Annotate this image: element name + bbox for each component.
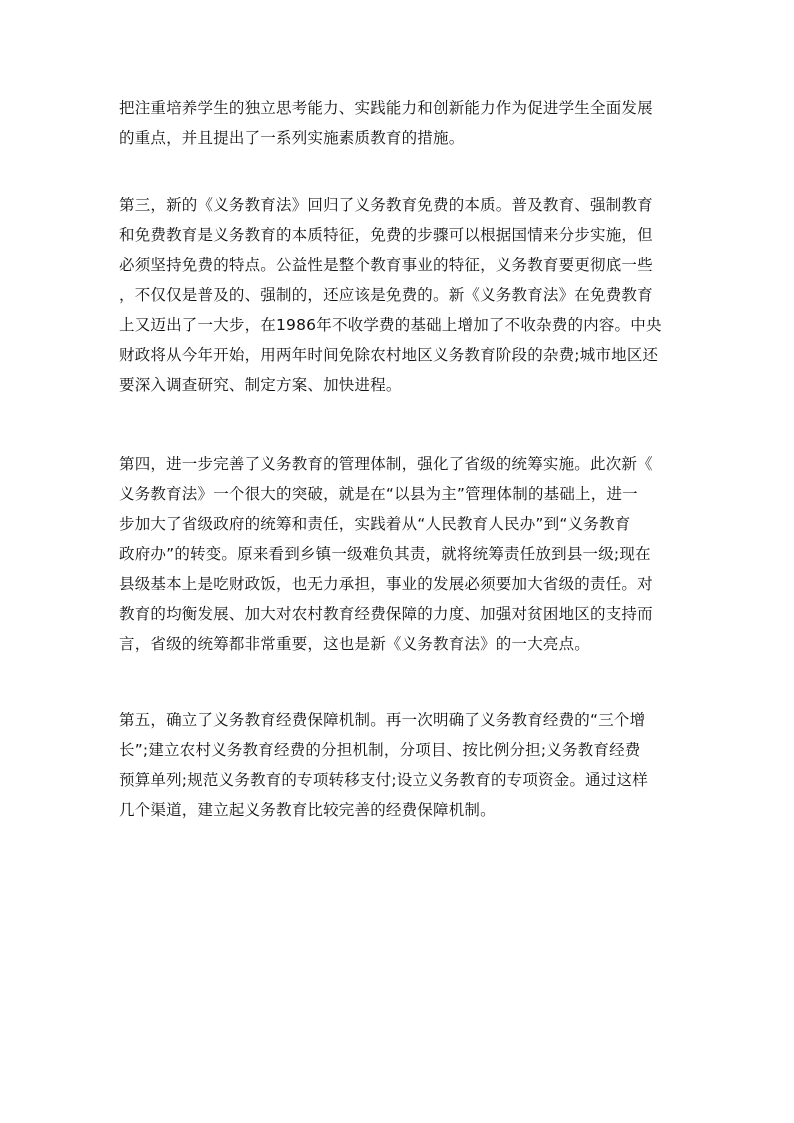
text-line: 长”;建立农村义务教育经费的分担机制，分项目、按比例分担;义务教育经费 [119, 741, 641, 759]
text-line: 政府办”的转变。原来看到乡镇一级难负其责，就将统筹责任放到县一级;现在 [119, 545, 651, 563]
text-line: ，不仅仅是普及的、强制的，还应该是免费的。新《义务教育法》在免费教育 [119, 286, 653, 304]
text-line: 要深入调查研究、制定方案、加快进程。 [119, 376, 402, 394]
text-line: 言，省级的统筹都非常重要，这也是新《义务教育法》的一大亮点。 [119, 635, 591, 653]
text-line: 第三，新的《义务教育法》回归了义务教育免费的本质。普及教育、强制教育 [119, 196, 653, 214]
text-line: 第四，进一步完善了义务教育的管理体制，强化了省级的统筹实施。此次新《 [119, 455, 653, 473]
paragraph-third-point [119, 190, 679, 400]
paragraph-fifth-point [119, 705, 679, 825]
text-line: 步加大了省级政府的统筹和责任，实践着从“人民教育人民办”到“义务教育 [119, 515, 631, 533]
text-line: 第五，确立了义务教育经费保障机制。再一次明确了义务教育经费的“三个增 [119, 711, 646, 729]
text-line: 县级基本上是吃财政饭，也无力承担，事业的发展必须要加大省级的责任。对 [119, 575, 653, 593]
text-line: 义务教育法》一个很大的突破，就是在“以县为主”管理体制的基础上，进一 [119, 485, 638, 503]
text-line: 教育的均衡发展、加大对农村教育经费保障的力度、加强对贫困地区的支持而 [119, 605, 653, 623]
paragraph-fourth-point [119, 449, 679, 659]
text-line: 和免费教育是义务教育的本质特征，免费的步骤可以根据国情来分步实施，但 [119, 226, 653, 244]
text-line: 财政将从今年开始，用两年时间免除农村地区义务教育阶段的杂费;城市地区还 [119, 346, 659, 364]
text-line: 几个渠道，建立起义务教育比较完善的经费保障机制。 [119, 801, 496, 819]
text-line: 的重点，并且提出了一系列实施素质教育的措施。 [119, 129, 465, 147]
text-line: 预算单列;规范义务教育的专项转移支付;设立义务教育的专项资金。通过这样 [119, 771, 648, 789]
text-line: 必须坚持免费的特点。公益性是整个教育事业的特征，义务教育要更彻底一些 [119, 256, 653, 274]
text-line: 把注重培养学生的独立思考能力、实践能力和创新能力作为促进学生全面发展 [119, 99, 653, 117]
paragraph-intro-continuation [119, 93, 679, 153]
text-line: 上又迈出了一大步，在1986年不收学费的基础上增加了不收杂费的内容。中央 [119, 316, 662, 334]
